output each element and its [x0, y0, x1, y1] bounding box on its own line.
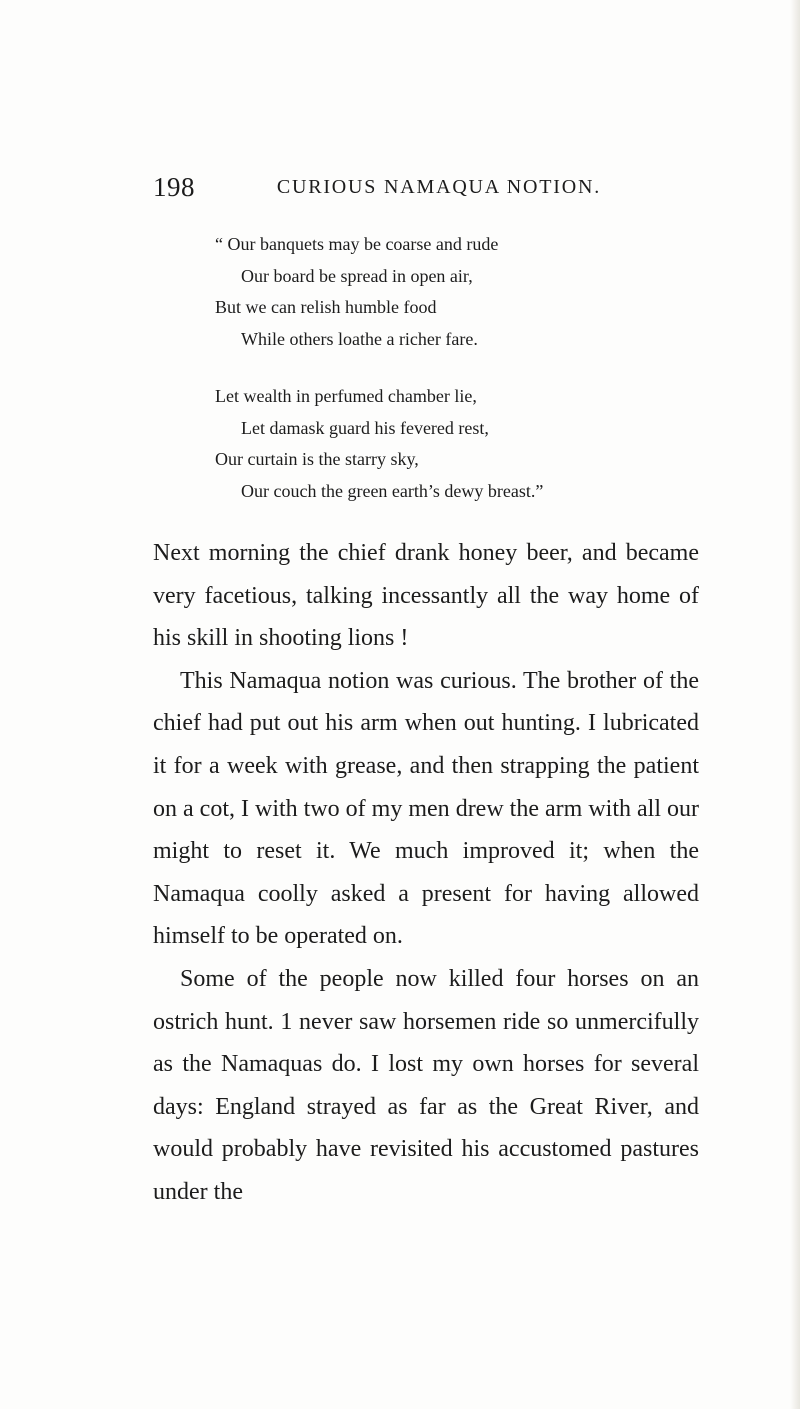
verse-line: Our board be spread in open air, — [241, 265, 473, 286]
verse-line: Let damask guard his fevered rest, — [241, 417, 489, 438]
running-head — [153, 172, 601, 208]
paragraph: Next morning the chief drank honey beer, and became very facetious, talking incessantly all the way home of his skill in shooting lions ! — [153, 540, 699, 652]
verse-line: But we can relish humble food — [215, 297, 437, 317]
page-edge-shadow — [790, 0, 800, 1409]
page-number: 198 — [153, 172, 195, 202]
verse-line: Let wealth in perfumed chamber lie, — [215, 386, 477, 406]
stanza — [215, 229, 635, 355]
stanza — [215, 381, 635, 507]
verse-block — [215, 229, 635, 507]
running-title: CURIOUS NAMAQUA NOTION. — [276, 176, 601, 198]
paragraph: Some of the people now killed four horses on an ostrich hunt. 1 never saw horsemen ride so unmercifully as the Namaquas do. I lost my own horses for several days: England strayed as far as the Great River, and would probably have revisited his accustomed pastures under the — [153, 965, 699, 1205]
verse-line: While others loathe a richer fare. — [241, 328, 478, 349]
paragraph: This Namaqua notion was curious. The brother of the chief had put out his arm when out hunting. I lubricated it for a week with grease, and then strapping the patient on a cot, I with two of my men drew the arm with all our might to reset it. We much improved it; when the Namaqua coolly asked a present for having allowed himself to be operated on. — [153, 667, 699, 950]
verse-line: “ Our banquets may be coarse and rude — [215, 234, 499, 254]
body-text — [153, 532, 699, 1214]
verse-line: Our couch the green earth’s dewy breast.” — [241, 480, 544, 501]
verse-line: Our curtain is the starry sky, — [215, 449, 419, 469]
